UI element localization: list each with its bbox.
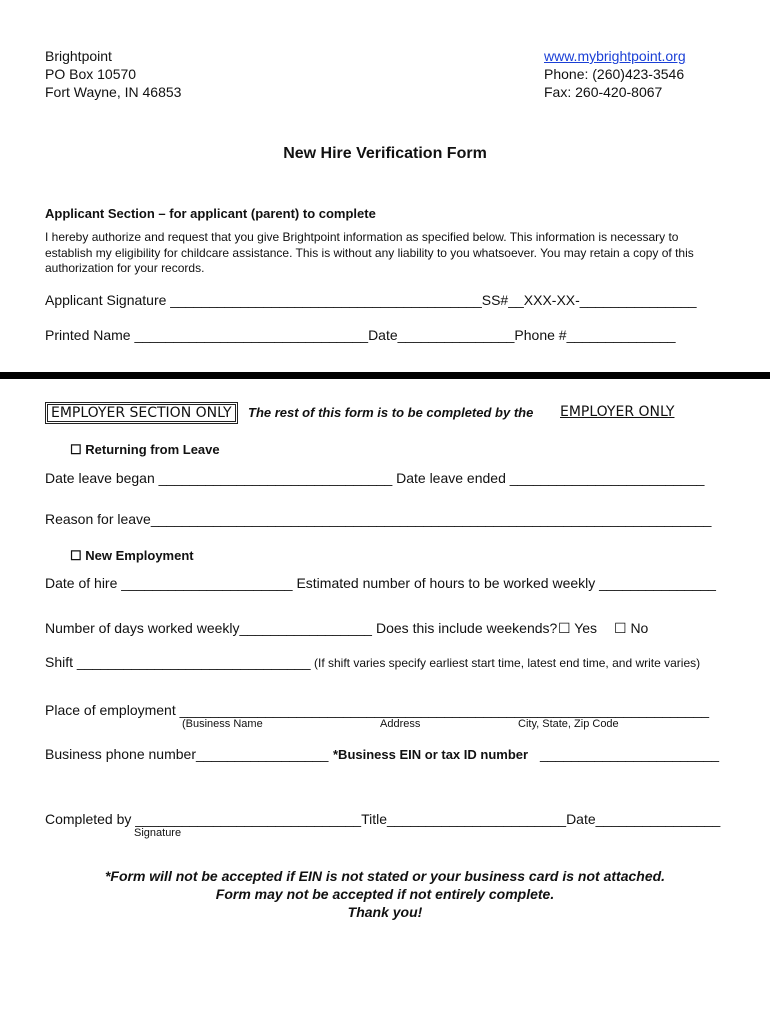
section-divider: [0, 372, 770, 379]
website-link[interactable]: www.mybrightpoint.org: [544, 48, 686, 64]
new-employment-checkbox[interactable]: ☐ New Employment: [70, 548, 194, 563]
footer-thank-you: Thank you!: [347, 904, 423, 920]
place-of-employment-field[interactable]: Place of employment ____________________________________________________________________: [45, 702, 710, 718]
applicant-signature-field[interactable]: Applicant Signature ________________________________________SS#__XXX-XX-_______________: [45, 292, 697, 308]
returning-from-leave-checkbox[interactable]: ☐ Returning from Leave: [70, 442, 220, 457]
address-caption: Address: [380, 718, 421, 730]
shift-field[interactable]: Shift ______________________________: [45, 654, 311, 670]
shift-note: (If shift varies specify earliest start time, latest end time, and write varies): [314, 656, 701, 670]
reason-for-leave-field[interactable]: Reason for leave________________________________________________________________________: [45, 511, 712, 527]
org-name: Brightpoint: [45, 48, 112, 64]
ein-field[interactable]: _______________________: [540, 746, 720, 762]
printed-name-field[interactable]: Printed Name ______________________________Date_______________Phone #______________: [45, 327, 676, 343]
employer-note: The rest of this form is to be completed by the: [248, 405, 534, 420]
date-of-hire-field[interactable]: Date of hire ______________________ Estimated number of hours to be worked weekly _______________: [45, 575, 716, 591]
footer-ein-warning: *Form will not be accepted if EIN is not stated or your business card is not attached.: [104, 868, 666, 884]
weekends-question: Does this include weekends?: [376, 620, 558, 636]
org-po-box: PO Box 10570: [45, 66, 137, 82]
org-city: Fort Wayne, IN 46853: [45, 84, 182, 100]
employer-section-badge: EMPLOYER SECTION ONLY: [47, 404, 236, 422]
org-phone: Phone: (260)423-3546: [544, 66, 685, 82]
signature-caption: Signature: [134, 827, 182, 839]
weekends-yes-checkbox[interactable]: ☐ Yes: [558, 620, 598, 636]
days-worked-field[interactable]: Number of days worked weekly_________________: [45, 620, 372, 636]
leave-dates-field[interactable]: Date leave began ______________________________ Date leave ended _________________________: [45, 470, 705, 486]
footer-complete-warning: Form may not be accepted if not entirely complete.: [215, 886, 555, 902]
org-fax: Fax: 260-420-8067: [544, 84, 663, 100]
page-title: New Hire Verification Form: [283, 145, 487, 162]
business-phone-field[interactable]: Business phone number_________________: [45, 746, 329, 762]
authorization-paragraph: I hereby authorize and request that you give Brightpoint information as specified below. This information is necessary to establish my eligibility for childcare assistance. This is without any liability to you whatsoever. You may retain a copy of this authorization for your records.: [45, 230, 694, 275]
applicant-section-heading: Applicant Section – for applicant (parent) to complete: [45, 206, 376, 221]
city-state-zip-caption: City, State, Zip Code: [518, 718, 619, 730]
weekends-no-checkbox[interactable]: ☐ No: [614, 620, 649, 636]
business-name-caption: (Business Name: [182, 718, 263, 730]
ein-label: *Business EIN or tax ID number: [333, 747, 529, 762]
completed-by-field[interactable]: Completed by _____________________________Title_______________________Date________________: [45, 811, 721, 827]
employer-only-emphasis: EMPLOYER ONLY: [560, 404, 675, 420]
